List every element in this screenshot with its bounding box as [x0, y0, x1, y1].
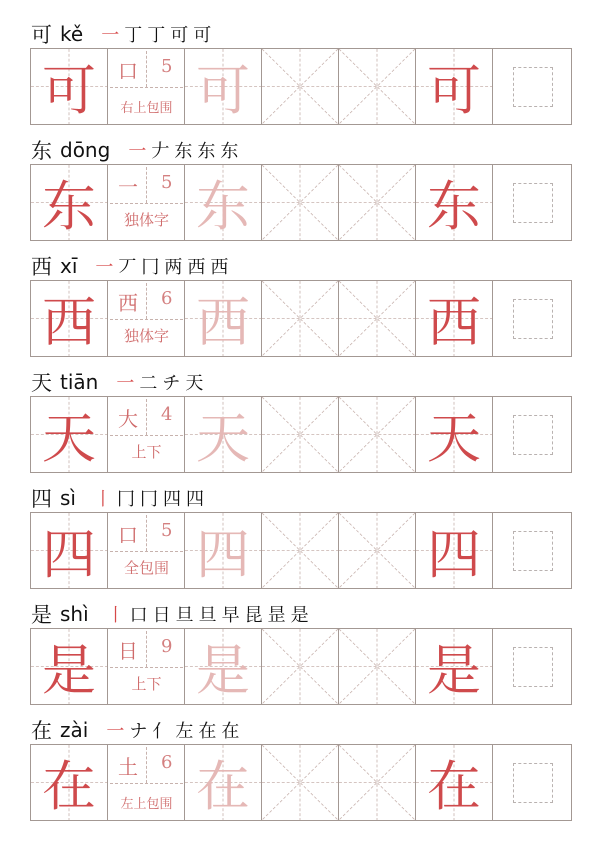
character-block — [0, 252, 600, 368]
small-practice-cell[interactable] — [493, 397, 573, 472]
stroke-order-step: 在 — [221, 721, 240, 742]
info-guide-line — [110, 783, 183, 784]
stroke-order-step: 四 — [162, 489, 181, 510]
mi-grid-guides — [339, 629, 415, 704]
stroke-order-step: 口 — [129, 605, 148, 626]
model-character: 四 — [427, 523, 481, 586]
info-cell — [108, 281, 185, 356]
small-practice-cell[interactable] — [493, 629, 573, 704]
stroke-order-step: 西 — [210, 257, 229, 278]
stroke-count: 5 — [161, 56, 173, 77]
small-practice-cell[interactable] — [493, 281, 573, 356]
stroke-order-step: 旦 — [198, 605, 217, 626]
model-cell — [31, 397, 108, 472]
practice-row — [30, 164, 572, 241]
stroke-order-step: 左 — [175, 721, 194, 742]
trace-cell[interactable] — [185, 165, 262, 240]
model-cell — [31, 49, 108, 124]
stroke-order-step: 西 — [187, 257, 206, 278]
stroke-order-step: 𠂇 — [151, 141, 170, 162]
model-character: 西 — [42, 291, 96, 354]
info-divider — [146, 51, 147, 87]
small-practice-box — [513, 647, 553, 687]
model-character: 是 — [42, 639, 96, 702]
mi-grid-guides — [262, 165, 338, 240]
model-cell-right — [416, 513, 493, 588]
mi-grid-guides — [262, 49, 338, 124]
structure-label: 独体字 — [123, 327, 169, 345]
info-divider — [146, 283, 147, 319]
stroke-count: 4 — [161, 404, 173, 425]
character-block — [0, 20, 600, 136]
empty-practice-cell[interactable] — [339, 165, 416, 240]
radical: 一 — [118, 175, 138, 199]
mi-grid-guides — [339, 513, 415, 588]
model-character: 可 — [427, 59, 481, 122]
trace-character: 可 — [196, 59, 250, 122]
stroke-order-step: 一 — [116, 373, 135, 394]
heading-character: 四 — [31, 487, 52, 511]
model-cell — [31, 629, 108, 704]
pinyin: sì — [60, 486, 76, 510]
model-cell-right — [416, 397, 493, 472]
empty-practice-cell[interactable] — [262, 165, 339, 240]
stroke-order-step: 东 — [220, 141, 239, 162]
stroke-count: 9 — [161, 636, 173, 657]
stroke-order-step: 昰 — [267, 605, 286, 626]
stroke-order-step: 丨 — [106, 605, 125, 626]
info-guide-line — [110, 87, 183, 88]
stroke-order-step: 一 — [106, 721, 125, 742]
heading-character: 在 — [31, 719, 52, 743]
model-cell-right — [416, 745, 493, 820]
character-block — [0, 136, 600, 252]
character-block — [0, 484, 600, 600]
model-character: 四 — [42, 523, 96, 586]
empty-practice-cell[interactable] — [262, 745, 339, 820]
trace-cell[interactable] — [185, 49, 262, 124]
character-heading — [31, 600, 314, 628]
info-cell — [108, 745, 185, 820]
radical: 口 — [118, 523, 138, 547]
stroke-count: 6 — [161, 752, 173, 773]
trace-character: 西 — [196, 291, 250, 354]
stroke-order-step: 一 — [128, 141, 147, 162]
model-cell-right — [416, 629, 493, 704]
info-cell — [108, 165, 185, 240]
character-heading — [31, 368, 208, 396]
stroke-order-step: 是 — [290, 605, 309, 626]
stroke-order-step: チ — [162, 373, 181, 394]
model-character: 可 — [42, 59, 96, 122]
empty-practice-cell[interactable] — [262, 397, 339, 472]
info-divider — [146, 515, 147, 551]
small-practice-box — [513, 299, 553, 339]
info-guide-line — [110, 435, 183, 436]
model-cell — [31, 281, 108, 356]
empty-practice-cell[interactable] — [262, 281, 339, 356]
mi-grid-guides — [262, 745, 338, 820]
stroke-order-step: 可 — [170, 25, 189, 46]
character-block — [0, 600, 600, 716]
radical: 西 — [118, 291, 138, 315]
stroke-order-step: 东 — [197, 141, 216, 162]
small-practice-box — [513, 67, 553, 107]
empty-practice-cell[interactable] — [339, 281, 416, 356]
pinyin: kě — [60, 22, 84, 46]
model-character: 在 — [42, 755, 96, 818]
structure-label: 上下 — [131, 675, 162, 693]
stroke-order-step: 早 — [221, 605, 240, 626]
character-block — [0, 368, 600, 484]
stroke-count: 5 — [161, 172, 173, 193]
model-character: 在 — [427, 755, 481, 818]
stroke-order-step: 昆 — [244, 605, 263, 626]
empty-practice-cell[interactable] — [339, 49, 416, 124]
model-cell-right — [416, 165, 493, 240]
heading-character: 东 — [31, 139, 52, 163]
stroke-order-step: 亻 — [152, 721, 171, 742]
mi-grid-guides — [262, 629, 338, 704]
mi-grid-guides — [339, 397, 415, 472]
structure-label: 全包围 — [123, 559, 169, 577]
character-heading — [31, 20, 216, 48]
practice-row — [30, 512, 572, 589]
model-character: 是 — [427, 639, 481, 702]
small-practice-box — [513, 763, 553, 803]
mi-grid-guides — [339, 165, 415, 240]
radical: 大 — [118, 407, 138, 431]
character-heading — [31, 716, 244, 744]
pinyin: dōng — [60, 138, 111, 162]
info-divider — [146, 747, 147, 783]
structure-label: 左上包围 — [120, 797, 173, 812]
stroke-order-step: 一 — [95, 257, 114, 278]
practice-row — [30, 48, 572, 125]
mi-grid-guides — [339, 745, 415, 820]
trace-cell[interactable] — [185, 513, 262, 588]
character-heading — [31, 136, 243, 164]
pinyin: shì — [60, 602, 89, 626]
info-divider — [146, 631, 147, 667]
heading-character: 是 — [31, 603, 52, 627]
pinyin: tiān — [60, 370, 99, 394]
small-practice-box — [513, 531, 553, 571]
radical: 日 — [118, 639, 138, 663]
practice-row — [30, 280, 572, 357]
info-guide-line — [110, 319, 183, 320]
empty-practice-cell[interactable] — [339, 745, 416, 820]
mi-grid-guides — [262, 397, 338, 472]
empty-practice-cell[interactable] — [262, 513, 339, 588]
model-cell-right — [416, 49, 493, 124]
small-practice-cell[interactable] — [493, 745, 573, 820]
trace-character: 天 — [196, 407, 250, 470]
practice-row — [30, 744, 572, 821]
stroke-order-step: 冂 — [141, 257, 160, 278]
character-heading — [31, 252, 233, 280]
trace-character: 是 — [196, 639, 250, 702]
stroke-order-step: 丆 — [118, 257, 137, 278]
trace-cell[interactable] — [185, 745, 262, 820]
small-practice-box — [513, 415, 553, 455]
model-cell — [31, 513, 108, 588]
empty-practice-cell[interactable] — [339, 397, 416, 472]
info-cell — [108, 513, 185, 588]
stroke-order-step: 天 — [185, 373, 204, 394]
model-character: 天 — [427, 407, 481, 470]
practice-row — [30, 396, 572, 473]
trace-character: 四 — [196, 523, 250, 586]
model-character: 天 — [42, 407, 96, 470]
stroke-order-step: 旦 — [175, 605, 194, 626]
character-block — [0, 716, 600, 832]
empty-practice-cell[interactable] — [339, 513, 416, 588]
stroke-order-step: 冂 — [139, 489, 158, 510]
stroke-order-step: 日 — [152, 605, 171, 626]
structure-label: 独体字 — [123, 211, 169, 229]
model-character: 东 — [427, 175, 481, 238]
stroke-order-step: 在 — [198, 721, 217, 742]
stroke-order-step: 丨 — [93, 489, 112, 510]
stroke-order-step: 冂 — [116, 489, 135, 510]
trace-cell[interactable] — [185, 397, 262, 472]
empty-practice-cell[interactable] — [262, 629, 339, 704]
stroke-order-step: 四 — [185, 489, 204, 510]
trace-cell[interactable] — [185, 629, 262, 704]
info-guide-line — [110, 551, 183, 552]
heading-character: 西 — [31, 255, 52, 279]
small-practice-cell[interactable] — [493, 513, 573, 588]
small-practice-cell[interactable] — [493, 165, 573, 240]
stroke-order-step: ナ — [129, 721, 148, 742]
mi-grid-guides — [262, 513, 338, 588]
info-cell — [108, 397, 185, 472]
practice-row — [30, 628, 572, 705]
mi-grid-guides — [339, 281, 415, 356]
info-cell — [108, 49, 185, 124]
mi-grid-guides — [262, 281, 338, 356]
stroke-count: 5 — [161, 520, 173, 541]
empty-practice-cell[interactable] — [262, 49, 339, 124]
stroke-order-step: 一 — [101, 25, 120, 46]
mi-grid-guides — [339, 49, 415, 124]
stroke-order-step: 丁 — [147, 25, 166, 46]
structure-label: 上下 — [131, 443, 162, 461]
small-practice-box — [513, 183, 553, 223]
empty-practice-cell[interactable] — [339, 629, 416, 704]
info-divider — [146, 167, 147, 203]
trace-cell[interactable] — [185, 281, 262, 356]
info-cell — [108, 629, 185, 704]
model-character: 西 — [427, 291, 481, 354]
heading-character: 天 — [31, 371, 52, 395]
info-guide-line — [110, 667, 183, 668]
small-practice-cell[interactable] — [493, 49, 573, 124]
trace-character: 在 — [196, 755, 250, 818]
radical: 口 — [118, 59, 138, 83]
stroke-order-step: 东 — [174, 141, 193, 162]
stroke-order-step: 两 — [164, 257, 183, 278]
pinyin: zài — [60, 718, 89, 742]
stroke-order-step: 二 — [139, 373, 158, 394]
model-character: 东 — [42, 175, 96, 238]
structure-label: 右上包围 — [120, 101, 173, 116]
heading-character: 可 — [31, 23, 52, 47]
stroke-count: 6 — [161, 288, 173, 309]
pinyin: xī — [60, 254, 78, 278]
info-divider — [146, 399, 147, 435]
info-guide-line — [110, 203, 183, 204]
stroke-order-step: 可 — [193, 25, 212, 46]
model-cell — [31, 745, 108, 820]
radical: 土 — [118, 755, 138, 779]
model-cell-right — [416, 281, 493, 356]
stroke-order-step: 丁 — [124, 25, 143, 46]
trace-character: 东 — [196, 175, 250, 238]
character-heading — [31, 484, 209, 512]
model-cell — [31, 165, 108, 240]
